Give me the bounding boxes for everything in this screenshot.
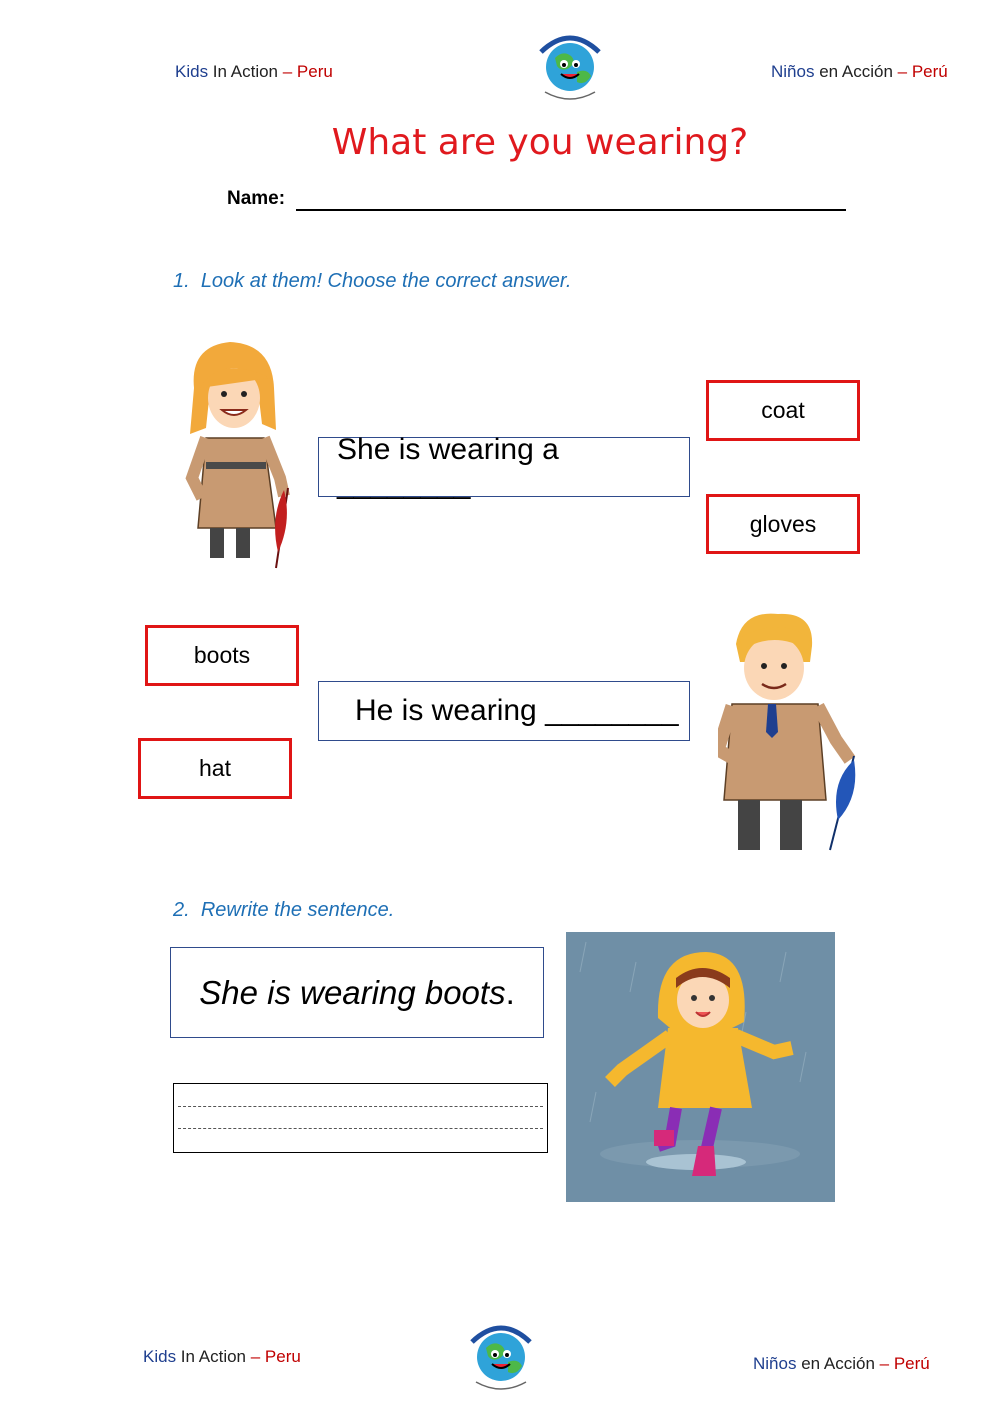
- writing-guide-line: [178, 1128, 543, 1129]
- rewrite-answer-lines[interactable]: [173, 1083, 548, 1153]
- kids-in-action-logo-footer: [458, 1312, 544, 1398]
- header-right-brand: Niños en Acción – Perú: [771, 62, 948, 81]
- footer-left-brand: Kids In Action – Peru: [143, 1347, 301, 1366]
- girl-in-raincoat-picture: [566, 932, 835, 1202]
- writing-guide-line: [178, 1106, 543, 1107]
- section1-instruction: 1. Look at them! Choose the correct answer.: [173, 270, 572, 292]
- name-label: Name:: [227, 188, 286, 209]
- boy-in-coat-illustration: [718, 610, 868, 858]
- name-field-line[interactable]: [296, 209, 846, 211]
- option-boots[interactable]: boots: [145, 625, 299, 686]
- option-hat[interactable]: hat: [138, 738, 292, 799]
- footer-right-brand: Niños en Acción – Perú: [753, 1354, 930, 1373]
- option-gloves[interactable]: gloves: [706, 494, 860, 554]
- section2-instruction: 2. Rewrite the sentence.: [173, 899, 395, 921]
- sentence-he-wearing: He is wearing ________: [318, 681, 690, 741]
- sentence-she-wearing: She is wearing a ________: [318, 437, 690, 497]
- option-coat[interactable]: coat: [706, 380, 860, 441]
- sentence-to-rewrite: She is wearing boots .: [170, 947, 544, 1038]
- girl-in-coat-illustration: [180, 338, 310, 573]
- page-title: What are you wearing?: [331, 122, 749, 163]
- kids-in-action-logo: [527, 22, 613, 108]
- header-left-brand: Kids In Action – Peru: [175, 62, 333, 81]
